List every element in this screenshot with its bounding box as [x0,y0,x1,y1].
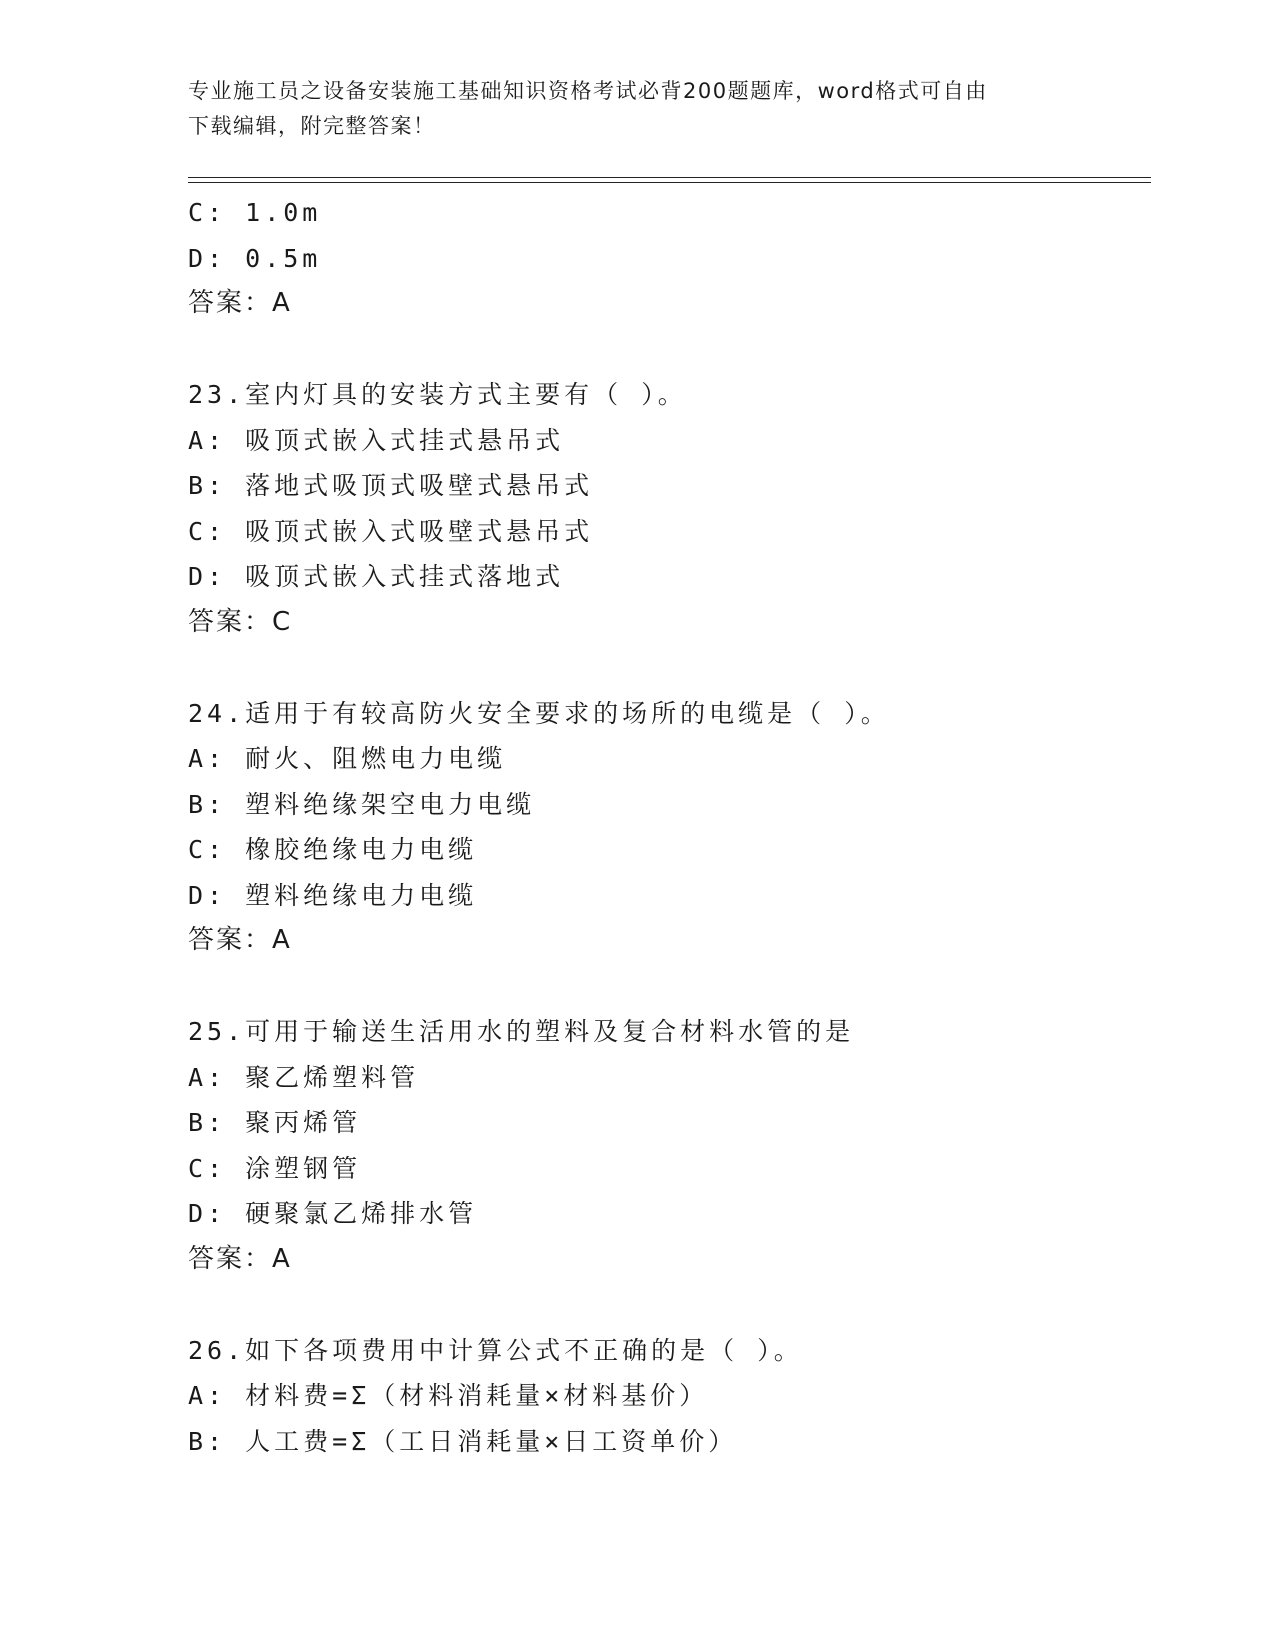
option-c: C: 吸顶式嵌入式吸壁式悬吊式 [188,516,594,546]
spacer [188,327,1151,373]
question-22-continued [188,190,1151,327]
header-line-1: 专业施工员之设备安装施工基础知识资格考试必背200题题库，word格式可自由 [188,79,988,103]
option-b: B: 落地式吸顶式吸壁式悬吊式 [188,471,594,500]
question-23 [188,372,1151,645]
spacer [188,645,1151,691]
option-b: B: 塑料绝缘架空电力电缆 [188,789,536,819]
option-d: D: 塑料绝缘电力电缆 [188,880,478,910]
option-a: A: 聚乙烯塑料管 [188,1062,420,1092]
option-c: C: 1.0m [188,198,322,227]
answer: 答案：A [188,1243,292,1274]
option-d: D: 硬聚氯乙烯排水管 [188,1199,478,1228]
question-26 [188,1328,1151,1465]
question-stem: 26.如下各项费用中计算公式不正确的是（ ）。 [188,1335,803,1365]
document-header [188,74,1088,144]
question-content [188,190,1151,1464]
header-line-2: 下载编辑，附完整答案！ [188,114,436,138]
option-c: C: 橡胶绝缘电力电缆 [188,835,478,864]
spacer [188,964,1151,1010]
question-stem: 24.适用于有较高防火安全要求的场所的电缆是（ ）。 [188,698,890,728]
spacer [188,1282,1151,1328]
answer: 答案：A [188,288,292,318]
question-24 [188,691,1151,964]
answer: 答案：A [188,925,292,955]
question-25 [188,1009,1151,1282]
option-a: A: 吸顶式嵌入式挂式悬吊式 [188,425,565,455]
option-b: B: 人工费=Σ（工日消耗量×日工资单价） [188,1426,738,1456]
question-stem: 25.可用于输送生活用水的塑料及复合材料水管的是 [188,1017,855,1046]
option-b: B: 聚丙烯管 [188,1108,362,1137]
answer: 答案：C [188,606,293,637]
option-d: D: 吸顶式嵌入式挂式落地式 [188,562,565,591]
option-d: D: 0.5m [188,243,322,273]
question-stem: 23.室内灯具的安装方式主要有（ ）。 [188,380,687,409]
header-rule-top [188,177,1151,178]
header-rule-bottom [188,182,1151,183]
option-a: A: 材料费=Σ（材料消耗量×材料基价） [188,1381,709,1410]
option-c: C: 涂塑钢管 [188,1153,362,1183]
option-a: A: 耐火、阻燃电力电缆 [188,744,507,773]
